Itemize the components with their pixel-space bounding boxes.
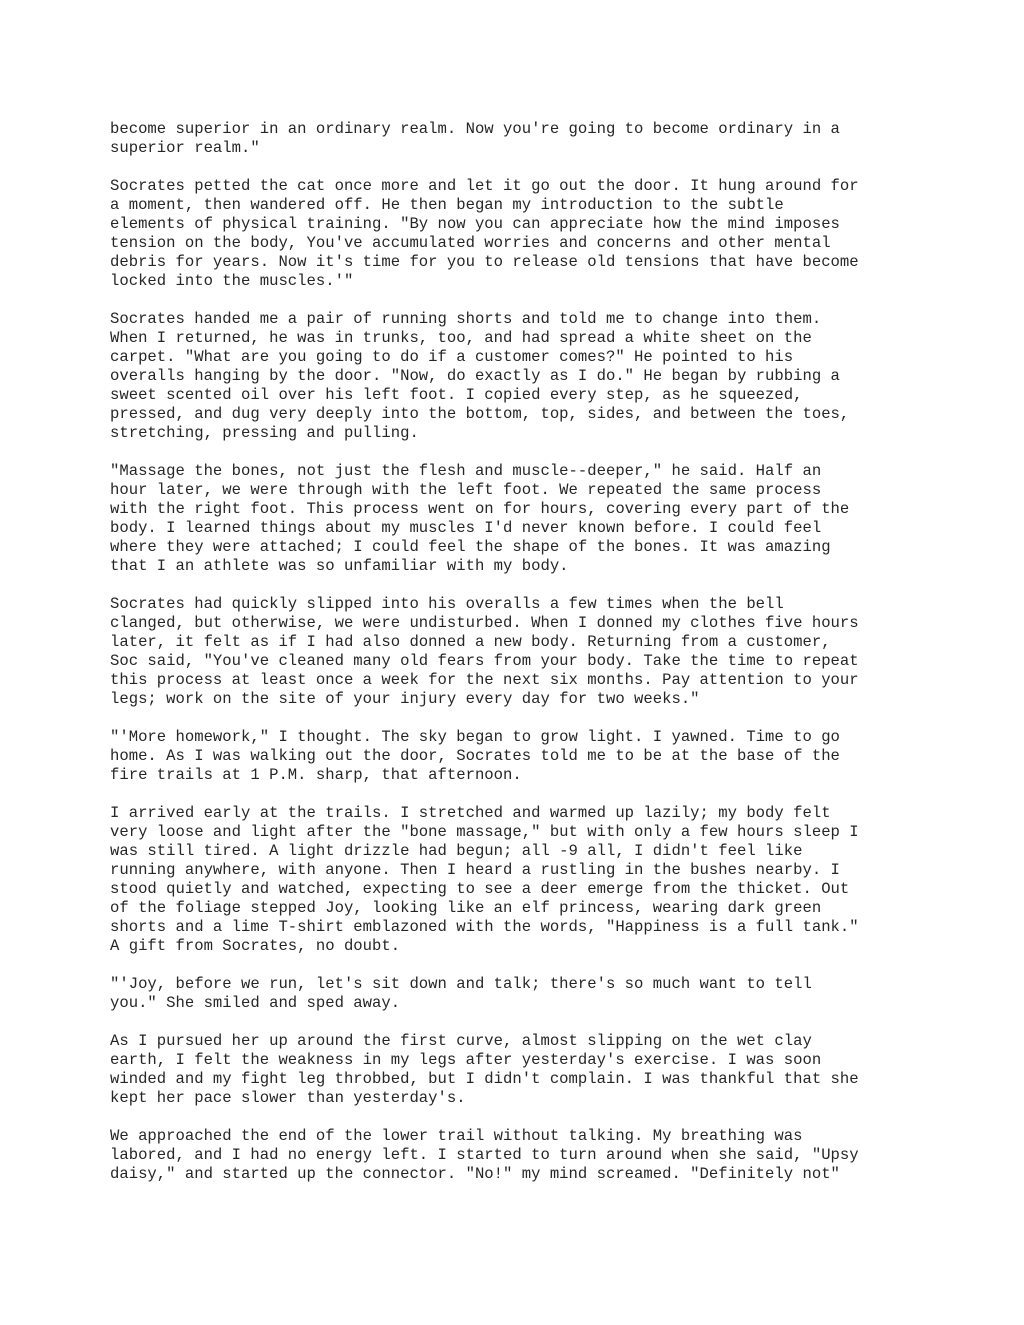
text-line: shorts and a lime T-shirt emblazoned with the words, "Happiness is a full tank." (110, 918, 859, 936)
text-line: elements of physical training. "By now you can appreciate how the mind imposes (110, 215, 840, 233)
text-line: of the foliage stepped Joy, looking like an elf princess, wearing dark green (110, 899, 822, 917)
paragraph (110, 975, 930, 1013)
text-line: home. As I was walking out the door, Socrates told me to be at the base of the (110, 747, 840, 765)
text-line: "Massage the bones, not just the flesh and muscle--deeper," he said. Half an (110, 462, 822, 480)
text-line: Soc said, "You've cleaned many old fears from your body. Take the time to repeat (110, 652, 859, 670)
text-line: a moment, then wandered off. He then began my introduction to the subtle (110, 196, 784, 214)
text-line: "'More homework," I thought. The sky began to grow light. I yawned. Time to go (110, 728, 840, 746)
text-line: Socrates petted the cat once more and let it go out the door. It hung around for (110, 177, 859, 195)
text-line: this process at least once a week for the next six months. Pay attention to your (110, 671, 859, 689)
text-line: daisy," and started up the connector. "No!" my mind screamed. "Definitely not" (110, 1165, 840, 1183)
text-line: "'Joy, before we run, let's sit down and talk; there's so much want to tell (110, 975, 812, 993)
text-line: was still tired. A light drizzle had begun; all -9 all, I didn't feel like (110, 842, 803, 860)
text-line: I arrived early at the trails. I stretched and warmed up lazily; my body felt (110, 804, 831, 822)
text-line: running anywhere, with anyone. Then I heard a rustling in the bushes nearby. I (110, 861, 840, 879)
text-line: sweet scented oil over his left foot. I copied every step, as he squeezed, (110, 386, 803, 404)
text-line: kept her pace slower than yesterday's. (110, 1089, 466, 1107)
text-line: you." She smiled and sped away. (110, 994, 401, 1012)
text-line: hour later, we were through with the left foot. We repeated the same process (110, 481, 822, 499)
text-line: body. I learned things about my muscles I'd never known before. I could feel (110, 519, 822, 537)
text-line: that I an athlete was so unfamiliar with my body. (110, 557, 569, 575)
paragraph (110, 310, 930, 443)
text-line: overalls hanging by the door. "Now, do exactly as I do." He began by rubbing a (110, 367, 840, 385)
text-line: later, it felt as if I had also donned a new body. Returning from a customer, (110, 633, 831, 651)
text-line: When I returned, he was in trunks, too, and had spread a white sheet on the (110, 329, 812, 347)
body-text (110, 120, 930, 1203)
text-line: locked into the muscles.'" (110, 272, 354, 290)
text-line: Socrates had quickly slipped into his overalls a few times when the bell (110, 595, 784, 613)
text-line: We approached the end of the lower trail without talking. My breathing was (110, 1127, 803, 1145)
paragraph (110, 120, 930, 158)
text-line: winded and my fight leg throbbed, but I didn't complain. I was thankful that she (110, 1070, 859, 1088)
text-line: stretching, pressing and pulling. (110, 424, 419, 442)
text-line: with the right foot. This process went on for hours, covering every part of the (110, 500, 850, 518)
text-line: where they were attached; I could feel the shape of the bones. It was amazing (110, 538, 831, 556)
text-line: clanged, but otherwise, we were undisturbed. When I donned my clothes five hours (110, 614, 859, 632)
text-line: A gift from Socrates, no doubt. (110, 937, 401, 955)
text-line: tension on the body, You've accumulated worries and concerns and other mental (110, 234, 831, 252)
text-line: stood quietly and watched, expecting to see a deer emerge from the thicket. Out (110, 880, 850, 898)
paragraph (110, 728, 930, 785)
text-line: legs; work on the site of your injury every day for two weeks." (110, 690, 700, 708)
text-line: debris for years. Now it's time for you to release old tensions that have become (110, 253, 859, 271)
text-line: carpet. "What are you going to do if a customer comes?" He pointed to his (110, 348, 794, 366)
text-line: become superior in an ordinary realm. Now you're going to become ordinary in a (110, 120, 840, 138)
paragraph (110, 1032, 930, 1108)
text-line: earth, I felt the weakness in my legs after yesterday's exercise. I was soon (110, 1051, 822, 1069)
paragraph (110, 462, 930, 576)
paragraph (110, 595, 930, 709)
text-line: Socrates handed me a pair of running shorts and told me to change into them. (110, 310, 822, 328)
text-line: very loose and light after the "bone massage," but with only a few hours sleep I (110, 823, 859, 841)
text-line: As I pursued her up around the first curve, almost slipping on the wet clay (110, 1032, 812, 1050)
paragraph (110, 1127, 930, 1184)
text-line: labored, and I had no energy left. I started to turn around when she said, "Upsy (110, 1146, 859, 1164)
paragraph (110, 177, 930, 291)
text-line: pressed, and dug very deeply into the bottom, top, sides, and between the toes, (110, 405, 850, 423)
text-line: fire trails at 1 P.M. sharp, that afternoon. (110, 766, 522, 784)
text-line: superior realm." (110, 139, 260, 157)
paragraph (110, 804, 930, 956)
